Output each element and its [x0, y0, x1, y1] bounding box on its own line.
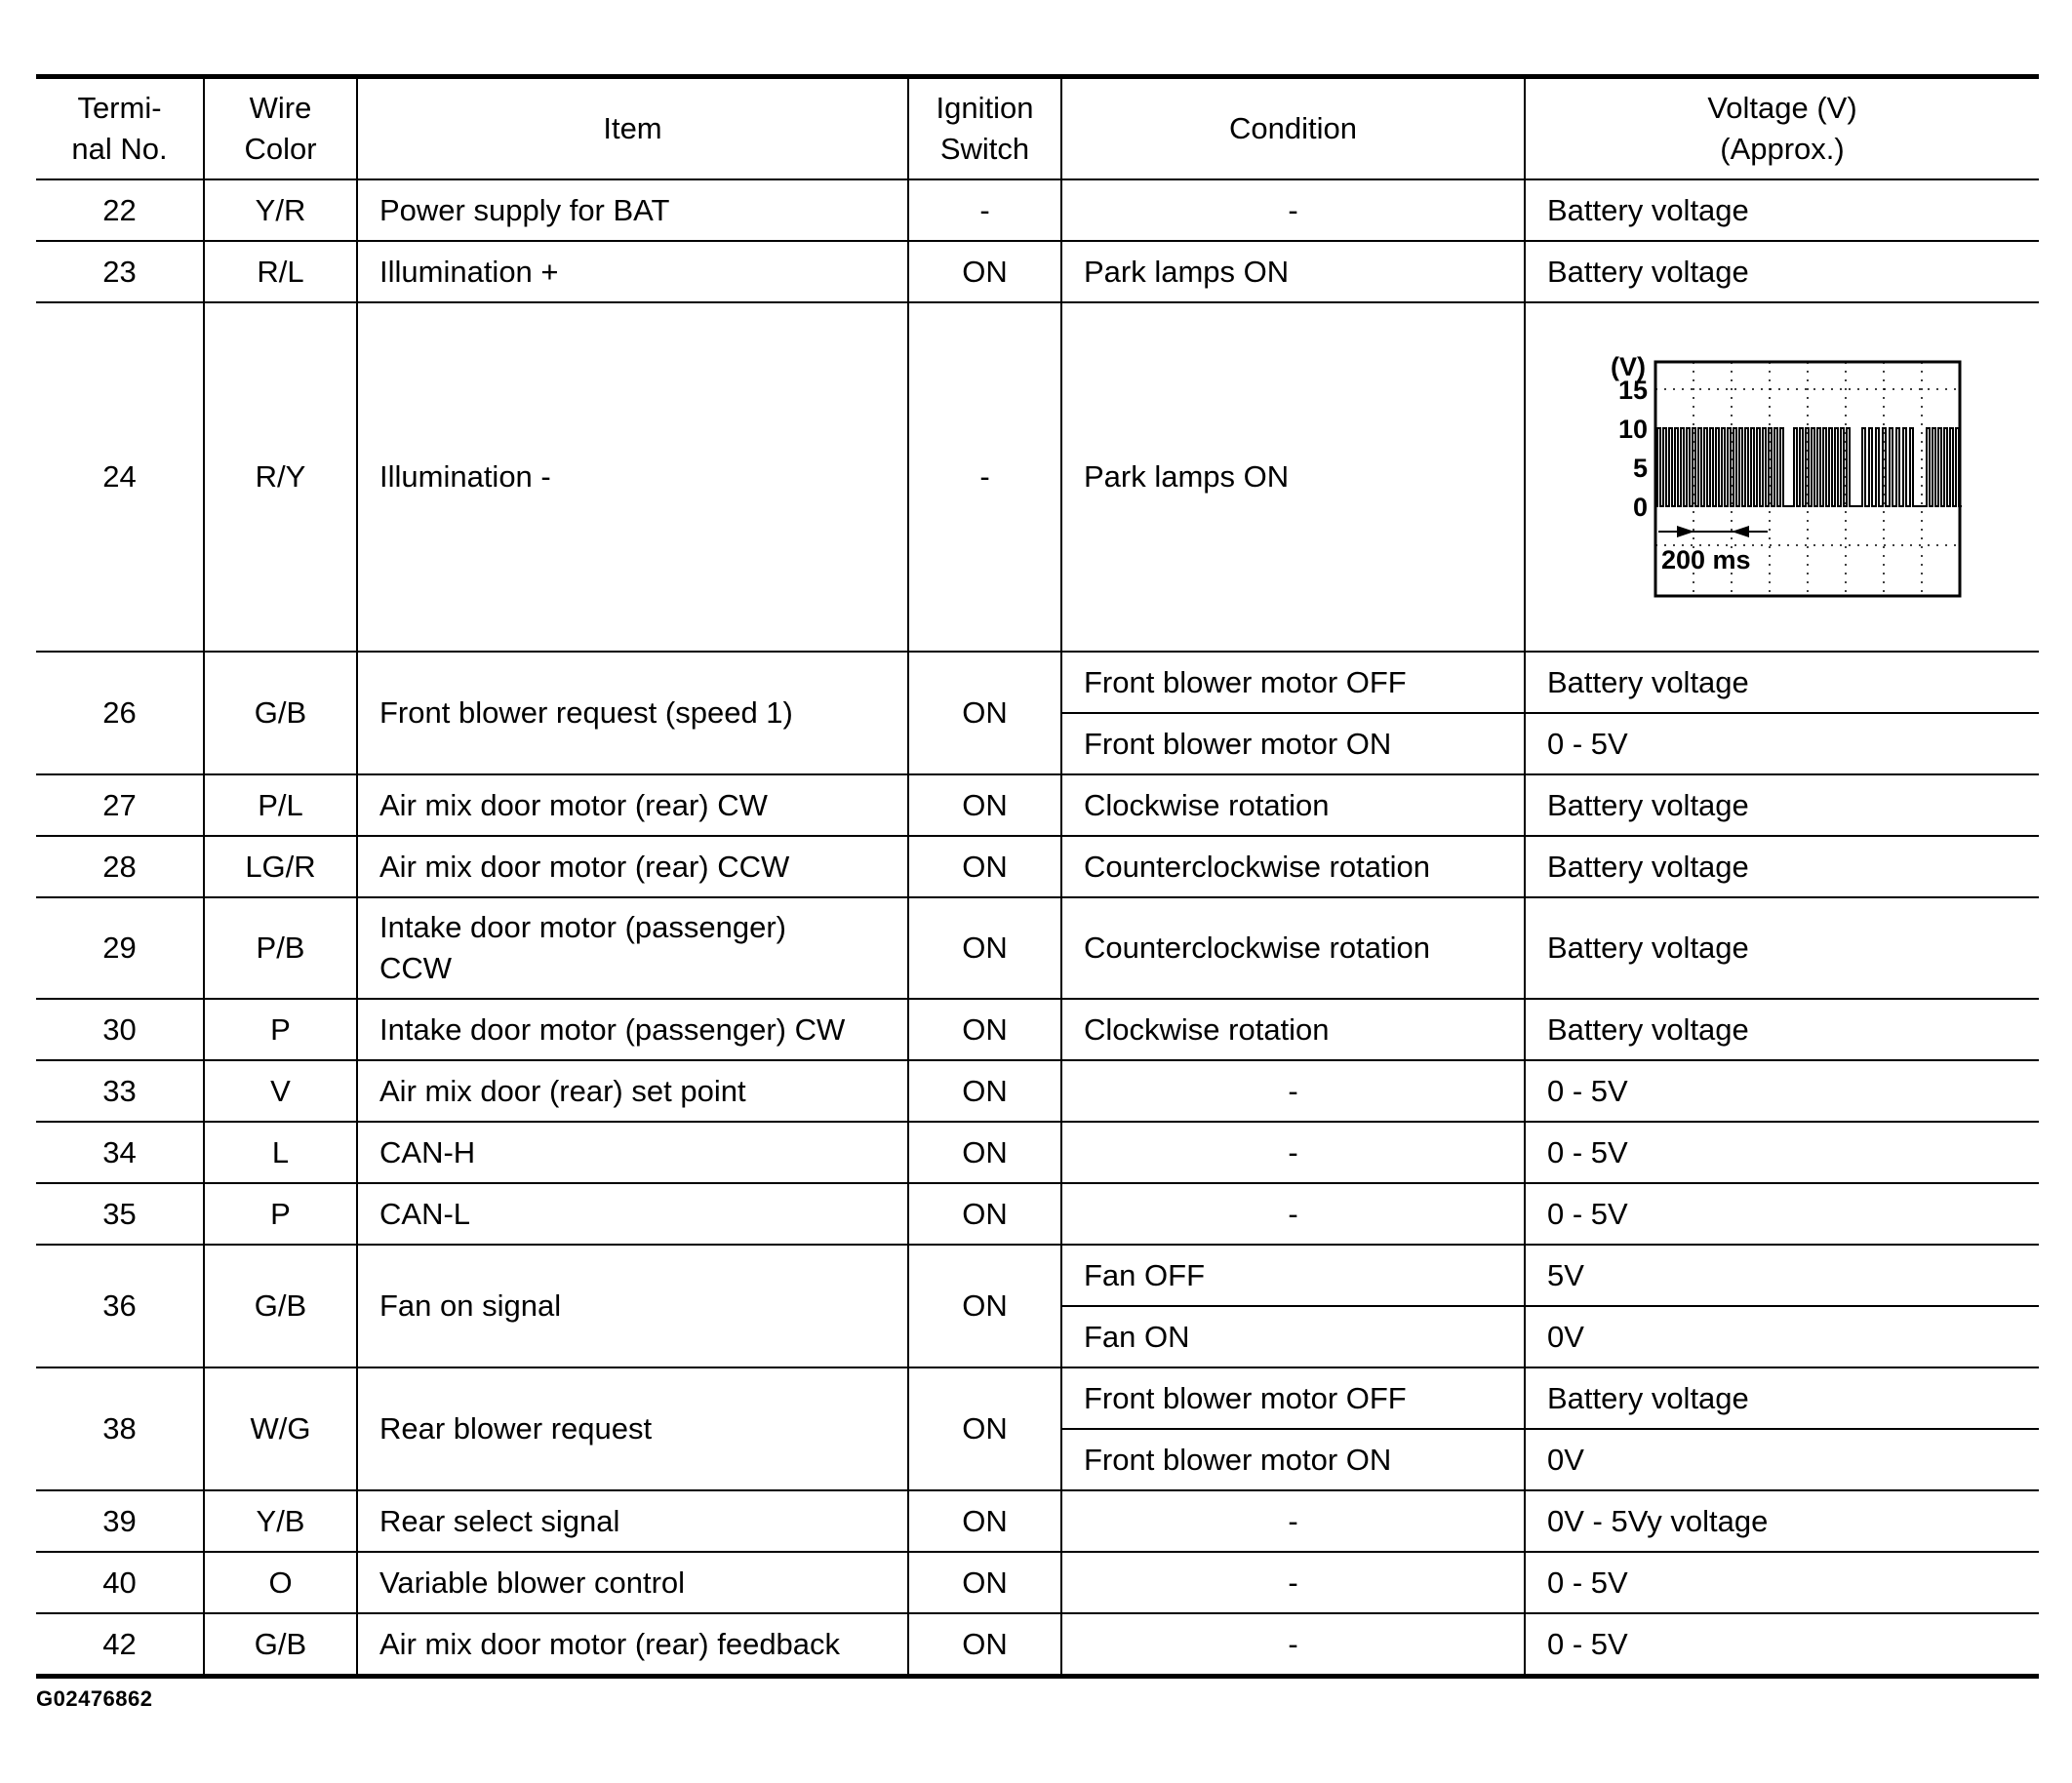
ignition-switch: ON	[908, 1367, 1061, 1490]
condition: -	[1061, 1183, 1525, 1245]
voltage: 0 - 5V	[1525, 713, 2039, 774]
condition: -	[1061, 1490, 1525, 1552]
voltage: 0V - 5Vy voltage	[1525, 1490, 2039, 1552]
table-row	[36, 241, 2039, 302]
item: Intake door motor (passenger) CW	[357, 999, 908, 1060]
wire-color: G/B	[204, 652, 357, 774]
header-ignition-switch: Ignition Switch	[908, 77, 1061, 180]
wire-color: P	[204, 999, 357, 1060]
terminal-no: 22	[36, 179, 204, 241]
waveform-y-tick: 0	[1632, 493, 1648, 522]
voltage: 0 - 5V	[1525, 1122, 2039, 1183]
item: Front blower request (speed 1)	[357, 652, 908, 774]
terminal-no: 26	[36, 652, 204, 774]
terminal-no: 29	[36, 897, 204, 999]
terminal-no: 38	[36, 1367, 204, 1490]
condition: Park lamps ON	[1061, 241, 1525, 302]
terminal-no: 42	[36, 1613, 204, 1677]
item: CAN-H	[357, 1122, 908, 1183]
table-row	[36, 1183, 2039, 1245]
terminal-no: 39	[36, 1490, 204, 1552]
table-row	[36, 1490, 2039, 1552]
item: Intake door motor (passenger) CCW	[357, 897, 908, 999]
item: Power supply for BAT	[357, 179, 908, 241]
condition: Fan OFF	[1061, 1245, 1525, 1306]
terminal-no: 36	[36, 1245, 204, 1367]
terminal-no: 23	[36, 241, 204, 302]
voltage: Battery voltage	[1525, 774, 2039, 836]
item: Air mix door motor (rear) CW	[357, 774, 908, 836]
voltage: 5V	[1525, 1245, 2039, 1306]
condition: -	[1061, 1122, 1525, 1183]
item: Air mix door motor (rear) feedback	[357, 1613, 908, 1677]
voltage: 0 - 5V	[1525, 1183, 2039, 1245]
condition: Fan ON	[1061, 1306, 1525, 1367]
terminal-no: 30	[36, 999, 204, 1060]
condition: Counterclockwise rotation	[1061, 897, 1525, 999]
waveform-time-label: 200 ms	[1661, 545, 1751, 575]
item: Air mix door (rear) set point	[357, 1060, 908, 1122]
condition: -	[1061, 1552, 1525, 1613]
ignition-switch: ON	[908, 999, 1061, 1060]
wire-color: G/B	[204, 1245, 357, 1367]
condition: Front blower motor OFF	[1061, 1367, 1525, 1429]
ignition-switch: -	[908, 302, 1061, 652]
table-row	[36, 1245, 2039, 1306]
condition: Counterclockwise rotation	[1061, 836, 1525, 897]
wire-color: R/Y	[204, 302, 357, 652]
ignition-switch: ON	[908, 1552, 1061, 1613]
table-row	[36, 1552, 2039, 1613]
waveform-y-tick: 5	[1632, 454, 1648, 483]
condition: Clockwise rotation	[1061, 999, 1525, 1060]
wire-color: L	[204, 1122, 357, 1183]
item: Illumination +	[357, 241, 908, 302]
wire-color: P/B	[204, 897, 357, 999]
header-voltage: Voltage (V) (Approx.)	[1525, 77, 2039, 180]
item: Variable blower control	[357, 1552, 908, 1613]
ignition-switch: ON	[908, 897, 1061, 999]
voltage: 0V	[1525, 1306, 2039, 1367]
voltage: Battery voltage	[1525, 999, 2039, 1060]
header-terminal: Termi- nal No.	[36, 77, 204, 180]
condition: -	[1061, 1060, 1525, 1122]
ignition-switch: ON	[908, 774, 1061, 836]
ignition-switch: -	[908, 179, 1061, 241]
voltage: 0 - 5V	[1525, 1613, 2039, 1677]
wire-color: P/L	[204, 774, 357, 836]
wire-color: O	[204, 1552, 357, 1613]
ignition-switch: ON	[908, 652, 1061, 774]
table-row	[36, 652, 2039, 713]
figure-id: G02476862	[36, 1686, 153, 1711]
voltage: Battery voltage	[1525, 652, 2039, 713]
terminal-no: 40	[36, 1552, 204, 1613]
item: CAN-L	[357, 1183, 908, 1245]
wire-color: G/B	[204, 1613, 357, 1677]
terminal-spec-table	[36, 74, 2039, 1679]
waveform-y-tick: 10	[1617, 415, 1648, 444]
wire-color: Y/B	[204, 1490, 357, 1552]
table-row	[36, 897, 2039, 999]
wire-color: LG/R	[204, 836, 357, 897]
voltage-waveform-cell	[1525, 302, 2039, 652]
voltage-waveform	[1597, 350, 1968, 604]
ignition-switch: ON	[908, 241, 1061, 302]
table-row	[36, 179, 2039, 241]
voltage: 0 - 5V	[1525, 1060, 2039, 1122]
voltage: Battery voltage	[1525, 897, 2039, 999]
item: Fan on signal	[357, 1245, 908, 1367]
voltage: Battery voltage	[1525, 1367, 2039, 1429]
ignition-switch: ON	[908, 836, 1061, 897]
waveform-unit-label: (V)	[1611, 352, 1646, 381]
wire-color: Y/R	[204, 179, 357, 241]
table-row	[36, 999, 2039, 1060]
condition: Front blower motor ON	[1061, 713, 1525, 774]
item: Air mix door motor (rear) CCW	[357, 836, 908, 897]
voltage: 0 - 5V	[1525, 1552, 2039, 1613]
voltage: Battery voltage	[1525, 179, 2039, 241]
terminal-no: 27	[36, 774, 204, 836]
condition: Park lamps ON	[1061, 302, 1525, 652]
table-row	[36, 302, 2039, 652]
condition: -	[1061, 1613, 1525, 1677]
condition: Clockwise rotation	[1061, 774, 1525, 836]
table-row	[36, 1060, 2039, 1122]
ignition-switch: ON	[908, 1183, 1061, 1245]
ignition-switch: ON	[908, 1122, 1061, 1183]
header-condition: Condition	[1061, 77, 1525, 180]
table-row	[36, 1367, 2039, 1429]
terminal-no: 34	[36, 1122, 204, 1183]
ignition-switch: ON	[908, 1490, 1061, 1552]
condition: -	[1061, 179, 1525, 241]
terminal-no: 28	[36, 836, 204, 897]
voltage: Battery voltage	[1525, 836, 2039, 897]
table-row	[36, 1613, 2039, 1677]
ignition-switch: ON	[908, 1245, 1061, 1367]
voltage: 0V	[1525, 1429, 2039, 1490]
ignition-switch: ON	[908, 1613, 1061, 1677]
header-row	[36, 77, 2039, 180]
terminal-no: 35	[36, 1183, 204, 1245]
terminal-no: 24	[36, 302, 204, 652]
condition: Front blower motor OFF	[1061, 652, 1525, 713]
item: Rear select signal	[357, 1490, 908, 1552]
ignition-switch: ON	[908, 1060, 1061, 1122]
waveform-y-tick: 15	[1617, 376, 1648, 405]
table-row	[36, 836, 2039, 897]
wire-color: R/L	[204, 241, 357, 302]
header-item: Item	[357, 77, 908, 180]
condition: Front blower motor ON	[1061, 1429, 1525, 1490]
table-row	[36, 1122, 2039, 1183]
voltage: Battery voltage	[1525, 241, 2039, 302]
wire-color: V	[204, 1060, 357, 1122]
item: Illumination -	[357, 302, 908, 652]
terminal-no: 33	[36, 1060, 204, 1122]
item: Rear blower request	[357, 1367, 908, 1490]
wire-color: W/G	[204, 1367, 357, 1490]
header-wire-color: Wire Color	[204, 77, 357, 180]
wire-color: P	[204, 1183, 357, 1245]
table-row	[36, 774, 2039, 836]
